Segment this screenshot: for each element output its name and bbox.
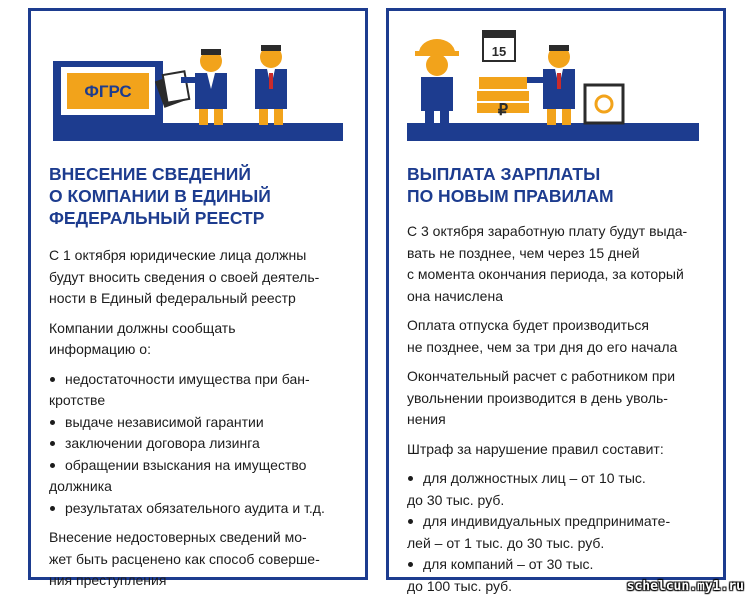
person-right-icon: [255, 45, 287, 125]
registry-illustration: [31, 11, 365, 151]
list-item: для должностных лиц – от 10 тыс. до 30 тыс. руб.: [407, 468, 715, 511]
floor-bar: [53, 123, 343, 141]
heading-salary: ВЫПЛАТА ЗАРПЛАТЫ ПО НОВЫМ ПРАВИЛАМ: [407, 164, 614, 206]
card-company-registry: [28, 8, 368, 588]
list-item: для компаний – от 30 тыс. до 100 тыс. руб.: [407, 554, 715, 597]
money-stack-icon: [477, 77, 529, 119]
list-item: выдаче независимой гарантии: [49, 412, 357, 434]
salary-illustration: [389, 11, 723, 151]
manager-icon: [527, 45, 575, 125]
list-item: результатах обязательного аудита и т.д.: [49, 498, 357, 520]
salary-body: С 3 октября заработную плату будут выда- вать не позднее, чем через 15 дней с момента окончания периода, за который она начислена Оплата отпуска будет производиться не позднее, чем за три дня до его начала Окончательный расчет с работником при увольнении производится в день уволь- нения Штраф за нарушение правил составит: для должностных лиц – от 10 тыс. до 30 тыс. руб. для индивидуальных предпринимате- лей – от 1 тыс. до 30 тыс. руб. для компаний – от 30 тыс. до 100 тыс. руб.: [407, 213, 715, 597]
worker-icon: [415, 39, 459, 125]
calendar-day: 15: [491, 44, 507, 59]
svg-text:₽: ₽: [497, 102, 509, 119]
safe-icon: [585, 85, 623, 123]
list-item: для индивидуальных предпринимате- лей – от 1 тыс. до 30 тыс. руб.: [407, 511, 715, 554]
list-item: заключении договора лизинга: [49, 433, 357, 455]
sign-text: ФГРС: [84, 82, 132, 101]
floor-bar: [407, 123, 699, 141]
registry-body: С 1 октября юридические лица должны будут вносить сведения о своей деятель- ности в Единый федеральный реестр Компании должны сообщать информацию о: недостаточности имущества при бан- кротстве выдаче независимой гарантии заключении договора лизинга обращении взыскания на имущество должника результатах обязательного аудита и т.д. Внесение недостоверных сведений мо- жет быть расценено как способ соверше- ния преступления: [49, 237, 357, 600]
fine-list: [407, 468, 715, 597]
registry-bullet-list: [49, 369, 357, 520]
watermark: schelcun.my1.ru: [626, 579, 744, 594]
heading-registry: ВНЕСЕНИЕ СВЕДЕНИЙ О КОМПАНИИ В ЕДИНЫЙ ФЕДЕРАЛЬНЫЙ РЕЕСТР: [49, 164, 271, 228]
list-item: недостаточности имущества при бан- кротстве: [49, 369, 357, 412]
list-item: обращении взыскания на имущество должника: [49, 455, 357, 498]
